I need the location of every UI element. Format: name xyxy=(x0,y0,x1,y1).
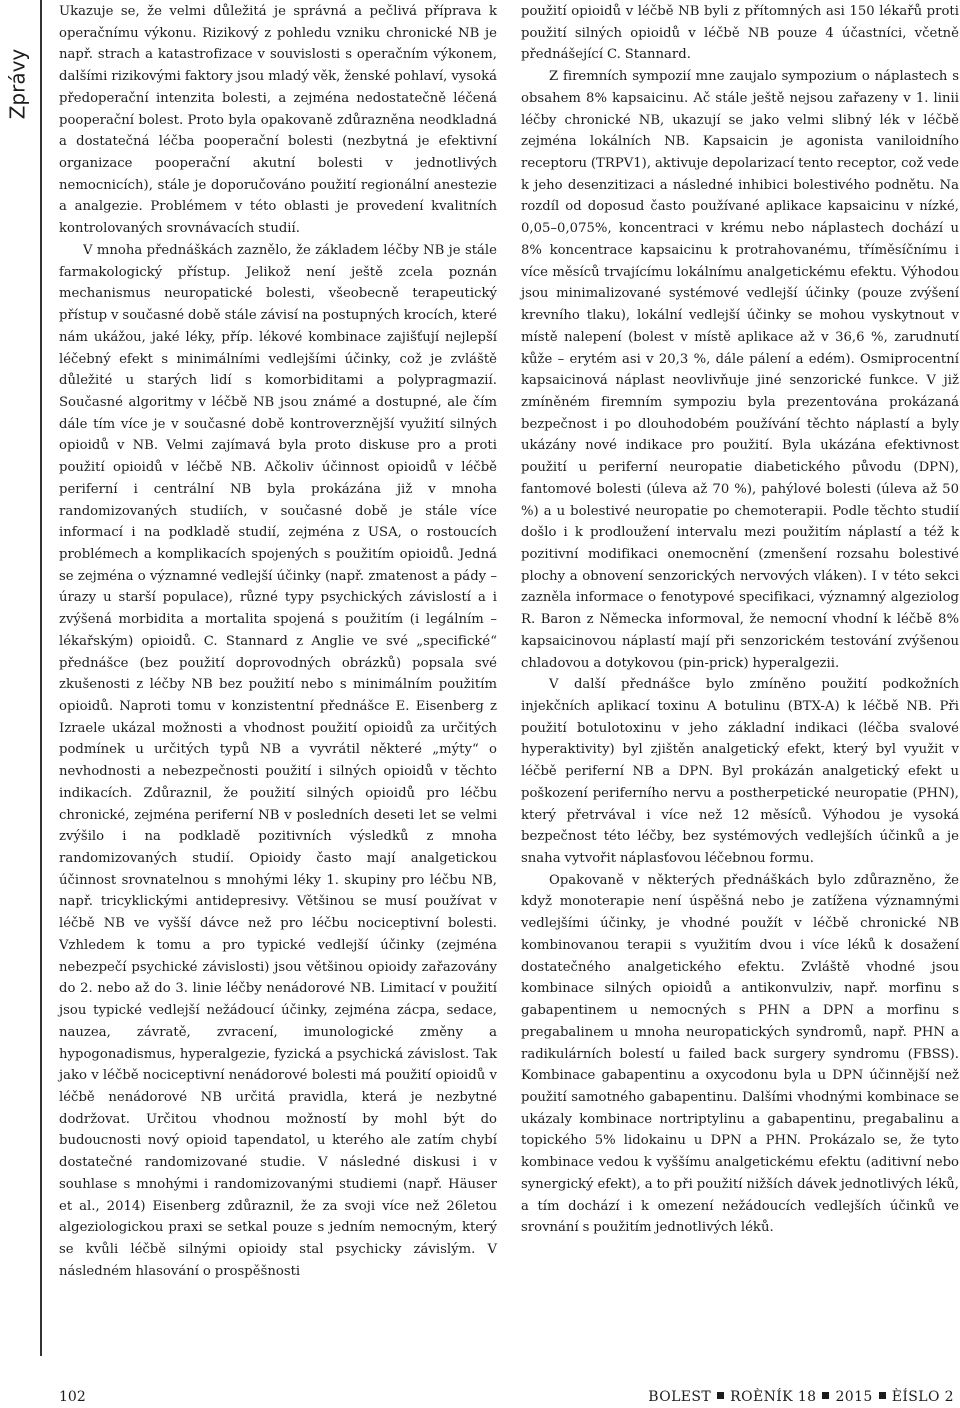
separator-square-icon xyxy=(879,1392,886,1399)
journal-volume: ROÈNÍK 18 xyxy=(730,1389,817,1405)
left-column xyxy=(59,1,497,1282)
right-paragraph-4: Opakovaně v některých přednáškách bylo zdůrazněno, že když monoterapie není úspěšná nebo je zatížena významnými vedlejšími účinky, je vhodné použít v léčbě chronické NB kombinovanou terapii s využitím dvou i více léků k dosažení dostatečného analgetického efektu. Zvláště vhodné jsou kombinace silných opioidů a antikonvulziv, např. morfinu s gabapentinem u nemocných s PHN a DPN a morfinu s pregabalinem u mnoha neuropatických syndromů, např. PHN a radikulárních bolestí u failed back surgery syndromu (FBSS). Kombinace gabapentinu a oxycodonu byla u DPN účinnější než použití samotného gabapentinu. Dalšími vhodnými kombinace se ukázaly kombinace nortriptylinu a gabapentinu, pregabalinu a topického 5% lidokainu u DPN a PHN. Prokázalo se, že tyto kombinace vedou k vyššímu analgetickému efektu (aditivní nebo synergický efekt), a to při použití nižších dávek jednotlivých léků, a tím dochází i k omezení nežádoucích vedlejších účinků ve srovnání s použitím jednotlivých léků. xyxy=(521,872,959,1236)
section-divider xyxy=(40,0,42,1356)
left-paragraph-1: Ukazuje se, že velmi důležitá je správná a pečlivá příprava k operačnímu výkonu. Rizikový z pohledu vzniku chronické NB je např. strach a katastrofizace v souvislosti s operačním výkonem, dalšími rizikovými faktory jsou mladý věk, ženské pohlaví, vysoká předoperační intenzita bolesti, a zejména nedostatečně léčená pooperační bolest. Proto byla opakovaně zdůrazněna neodkladná a dostatečná léčba pooperační bolesti (nezbytná je efektivní organizace pooperační akutní bolesti v jednotlivých nemocnicích), stále je doporučováno použití regionální anestezie a analgezie. Problémem v této oblasti je provedení kvalitních kontrolovaných srovnávacích studií. xyxy=(59,4,497,237)
right-paragraph-2: Z firemních sympozií mne zaujalo sympozium o náplastech s obsahem 8% kapsaicinu. Ač stále ještě nejsou zařazeny v 1. linii léčby chronické NB, ukazují se jako velmi slibný lék v léčbě zejména lokálních NB. Kapsaicin je agonista vaniloidního receptoru (TRPV1), aktivuje depolarizací tento receptor, což vede k jeho desenzitizaci a následné inhibici bolestivého podnětu. Na rozdíl od doposud často používané aplikace kapsaicinu v nízké, 0,05–0,075%, koncentraci v krému nebo náplastech dochází u 8% koncentrace kapsaicinu k protrahovanému, tříměsíčnímu i více měsíců trvajícímu lokálnímu analgetickému efektu. Výhodou jsou minimalizované systémové vedlejší účinky (pouze zvýšení krevního tlaku), lokální vedlejší účinky se mohou vyskytnout v místě nalepení (bolest v místě aplikace až v 36,6 %, zarudnutí kůže – erytém asi v 20,3 %, dále pálení a edém). Osmiprocentní kapsaicinová náplast neovlivňuje jiné senzorické funkce. V již zmíněném firemním sympoziu byla prezentována prokázaná bezpečnost i po dlouhodobém používání těchto náplastí a byly ukázány nové indikace pro použití. Byla ukázána efektivnost použití u periferní neuropatie diabetického původu (DPN), fantomové bolesti (úleva až 70 %), pahýlové bolesti (úleva až 50 %) a u bolestivé neuropatie po chemoterapii. Podle těchto studií došlo i k prodloužení intervalu mezi použitím náplastí a též k pozitivní modifikaci onemocnění (zmenšení rozsahu bolestivé plochy a obnovení senzorických nervových vláken). I v této sekci zazněla informace o fenotypové specifikaci, významný algeziolog R. Baron z Německa informoval, že nemocní vhodní k léčbě 8% kapsaicinovou náplastí mají při senzorickém testování zvýšenou chladovou a dotykovou (pin-prick) hyperalgezii. xyxy=(521,69,959,671)
section-tab-label: Zprávy xyxy=(5,48,30,120)
journal-info xyxy=(648,1389,954,1405)
journal-name: BOLEST xyxy=(648,1389,712,1405)
journal-year: 2015 xyxy=(835,1389,873,1405)
right-paragraph-1: použití opioidů v léčbě NB byli z přítomných asi 150 lékařů proti použití silných opioidů v léčbě NB pouze 4 účastníci, včetně přednášející C. Stannard. xyxy=(521,4,959,63)
right-column xyxy=(521,1,959,1239)
separator-square-icon xyxy=(717,1392,724,1399)
separator-square-icon xyxy=(822,1392,829,1399)
section-tab xyxy=(0,0,34,168)
left-paragraph-2: V mnoha přednáškách zaznělo, že základem léčby NB je stále farmakologický přístup. Jelikož není ještě zcela poznán mechanismus neuropatické bolesti, všeobecně terapeutický přístup v současné době stále závisí na postupných krocích, které nám ukážou, jaké léky, příp. lékové kombinace zajišťují nejlepší léčebný efekt s minimálními vedlejšími účinky, což je zvláště důležité u starých lidí s komorbiditami a polypragmazií. Současné algoritmy v léčbě NB jsou známé a dostupné, ale čím dále tím více je v současné době kontroverznější využití silných opioidů v NB. Velmi zajímavá byla proto diskuse pro a proti použití opioidů v léčbě NB. Ačkoliv účinnost opioidů v léčbě periferní i centrální NB byla prokázána již v mnoha randomizovaných studiích, v současné době je stále více informací i na podkladě studií, zejména z USA, o rostoucích problémech a komplikacích spojených s použitím opioidů. Jedná se zejména o významné vedlejší účinky (např. zmatenost a pády – úrazy u starší populace), různé typy psychických závislostí a i zvýšená morbidita a mortalita spojená s použitím (i legálním – lékařským) opioidů. C. Stannard z Anglie ve své „specifické“ přednášce (bez použití doprovodných obrázků) popsala své zkušenosti z léčby NB bez použití nebo s minimálním použitím opioidů. Naproti tomu v konzistentní přednášce E. Eisenberg z Izraele ukázal možnosti a vhodnost použití opioidů za určitých podmínek u určitých typů NB a vyvrátil některé „mýty“ o nevhodnosti a nebezpečnosti použití i silných opioidů v těchto indikacích. Zdůraznil, že použití silných opioidů pro léčbu chronické, zejména periferní NB v posledních deseti let se velmi zvýšilo i na podkladě pozitivních výsledků z mnoha randomizovaných studií. Opioidy často mají analgetickou účinnost srovnatelnou s mnohými léky 1. skupiny pro léčbu NB, např. tricyklickými antidepresivy. Většinou se musí používat v léčbě NB ve vyšší dávce než pro léčbu nociceptivní bolesti. Vzhledem k tomu a pro typické vedlejší účinky (zejména nebezpečí psychické závislosti) jsou většinou opioidy zařazovány do 2. nebo až do 3. linie léčby nenádorové NB. Limitací v použití jsou typické vedlejší nežádoucí účinky, zejména zácpa, sedace, nauzea, závratě, zvracení, imunologické změny a hypogonadismus, hyperalgezie, fyzická a psychická závislost. Tak jako v léčbě nociceptivní nenádorové bolesti má použití opioidů v léčbě nenádorové NB určitá pravidla, která je nezbytné dodržovat. Určitou vhodnou možností by mohl být do budoucnosti nový opioid tapendatol, u kterého ale zatím chybí dostatečné randomizované studie. V následné diskusi i v souhlase s mnohými i randomizovanými studiemi (např. Häuser et al., 2014) Eisenberg zdůraznil, že za svoji více než 26letou algeziologickou praxi se setkal pouze s jedním nemocným, který se kvůli léčbě silnými opioidy stal psychicky závislým. V následném hlasování o prospěšnosti xyxy=(59,242,497,1279)
journal-issue: ÈÍSLO 2 xyxy=(891,1389,954,1405)
page-number: 102 xyxy=(59,1389,86,1405)
right-paragraph-3: V další přednášce bylo zmíněno použití podkožních injekčních aplikací toxinu A botulinu (BTX-A) k léčbě NB. Při použití botulotoxinu v jeho základní indikaci (léčba svalové hyperaktivity) byl zjištěn analgetický efekt, který byl využit v léčbě periferní NB a DPN. Byl prokázán analgetický efekt u poškození periferního nervu a postherpetické neuropatie (PHN), který přetrvával i více než 12 měsíců. Výhodou je vysoká bezpečnost této léčby, bez systémových vedlejších účinků a je snaha vytvořit náplasťovou léčebnou formu. xyxy=(521,677,959,867)
